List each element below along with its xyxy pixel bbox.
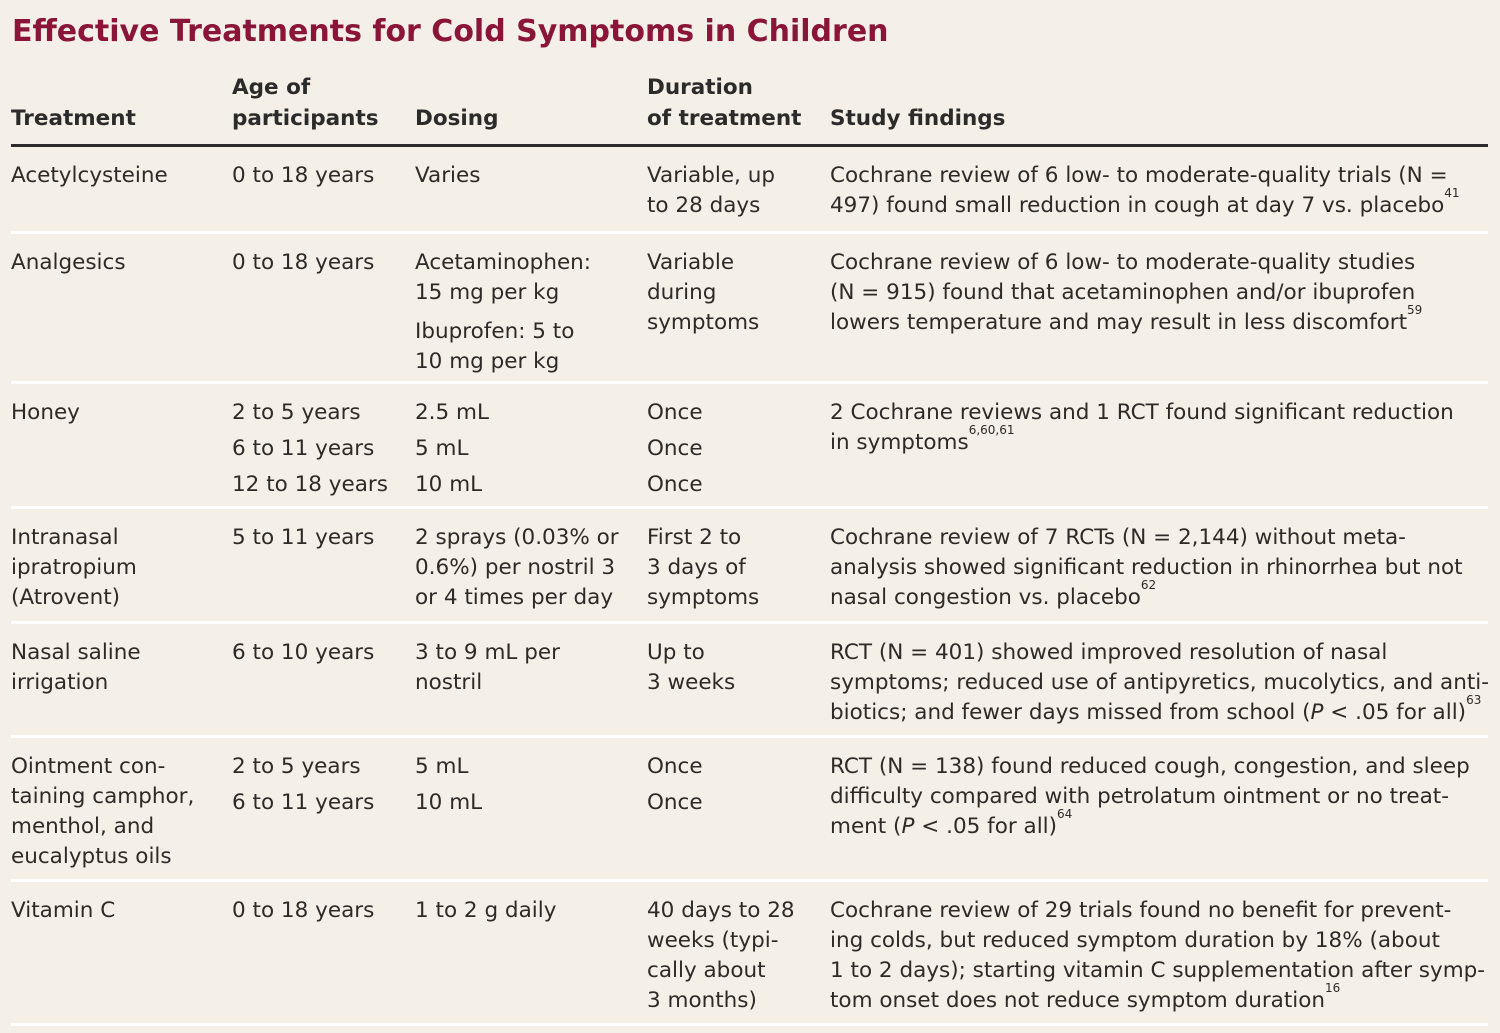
duration-cell: Once Once	[647, 754, 703, 815]
treatment-cell: Ointment con- taining camphor, menthol, and eucalyptus oils	[11, 754, 195, 869]
reference-superscript: 16	[1325, 981, 1341, 995]
table-row	[11, 882, 1488, 1026]
age-cell: 0 to 18 years	[232, 250, 375, 275]
treatment-cell: Honey	[11, 400, 80, 425]
reference-superscript: 59	[1407, 303, 1423, 317]
age-cell: 0 to 18 years	[232, 163, 375, 188]
duration-cell: Up to 3 weeks	[647, 640, 736, 695]
table-header-row	[11, 69, 1488, 147]
table-row	[11, 738, 1488, 882]
table-row	[11, 509, 1488, 624]
findings-cell: Cochrane review of 6 low- to moderate-quality studies (N = 915) found that acetaminophen and/or ibuprofen lowers temperature and may result in less discomfort$^{59}$	[830, 250, 1423, 335]
reference-superscript: 6,60,61	[968, 423, 1015, 437]
treatment-cell: Analgesics	[11, 250, 126, 275]
duration-cell: Variable during symptoms	[647, 250, 760, 335]
dosing-cell: 1 to 2 g daily	[415, 898, 557, 923]
dosing-cell: Acetaminophen: 15 mg per kg Ibuprofen: 5 to 10 mg per kg	[415, 250, 592, 374]
header-duration: Duration of treatment	[647, 75, 802, 131]
duration-cell: 40 days to 28 weeks (typi- cally about 3 months)	[647, 898, 795, 1013]
table-row	[11, 624, 1488, 738]
reference-superscript: 41	[1444, 186, 1460, 200]
age-cell: 6 to 10 years	[232, 640, 375, 665]
table-title: Effective Treatments for Cold Symptoms in Children	[12, 14, 889, 49]
header-treatment: Treatment	[11, 106, 136, 131]
treatment-cell: Intranasal ipratropium (Atrovent)	[11, 525, 137, 610]
age-cell: 2 to 5 years 6 to 11 years 12 to 18 years	[232, 400, 388, 497]
findings-cell: RCT (N = 138) found reduced cough, congestion, and sleep difficulty compared with petrolatum ointment or no treat- ment (P < .05 for all)$^{64}$	[830, 754, 1470, 839]
findings-cell: Cochrane review of 29 trials found no benefit for prevent- ing colds, but reduced symptom duration by 18% (about 1 to 2 days); starting vitamin C supplementation after symp- tom onset does not reduce symptom duration$^{16}$	[830, 898, 1486, 1013]
table-row	[11, 384, 1488, 509]
treatment-cell: Vitamin C	[11, 898, 116, 923]
dosing-cell: Varies	[415, 163, 481, 188]
dosing-cell: 5 mL 10 mL	[415, 754, 483, 815]
header-dosing: Dosing	[415, 106, 499, 131]
findings-cell: RCT (N = 401) showed improved resolution of nasal symptoms; reduced use of antipyretics, mucolytics, and anti- biotics; and fewer days missed from school (P < .05 for all)$^{63}$	[830, 640, 1490, 725]
reference-superscript: 62	[1140, 578, 1157, 592]
table-row	[11, 234, 1488, 384]
treatment-cell: Acetylcysteine	[11, 163, 168, 188]
treatment-cell: Nasal saline irrigation	[11, 640, 141, 695]
reference-superscript: 63	[1466, 693, 1482, 707]
duration-cell: First 2 to 3 days of symptoms	[647, 525, 760, 610]
age-cell: 2 to 5 years 6 to 11 years	[232, 754, 375, 815]
header-age: Age of participants	[232, 75, 379, 131]
age-cell: 0 to 18 years	[232, 898, 375, 923]
dosing-cell: 2 sprays (0.03% or 0.6%) per nostril 3 or 4 times per day	[415, 525, 619, 610]
reference-superscript: 64	[1057, 807, 1073, 821]
header-findings: Study findings	[830, 106, 1006, 131]
dosing-cell: 3 to 9 mL per nostril	[415, 640, 560, 695]
findings-cell: Cochrane review of 7 RCTs (N = 2,144) without meta- analysis showed significant reduction in rhinorrhea but not nasal congestion vs. placebo$^{62}$	[830, 525, 1463, 610]
treatments-table	[11, 69, 1488, 1026]
findings-cell: 2 Cochrane reviews and 1 RCT found significant reduction in symptoms$^{6,60,61}$	[830, 400, 1454, 455]
duration-cell: Variable, up to 28 days	[647, 163, 775, 218]
duration-cell: Once Once Once	[647, 400, 703, 497]
age-cell: 5 to 11 years	[232, 525, 375, 550]
findings-cell: Cochrane review of 6 low- to moderate-quality trials (N = 497) found small reduction in cough at day 7 vs. placebo$^{41}$	[830, 163, 1460, 218]
dosing-cell: 2.5 mL 5 mL 10 mL	[415, 400, 489, 497]
table-row	[11, 147, 1488, 234]
